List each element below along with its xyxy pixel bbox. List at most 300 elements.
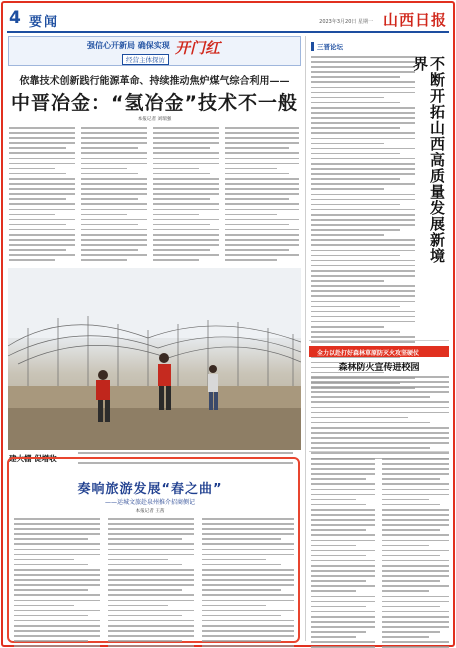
text-line	[14, 605, 74, 607]
text-line	[14, 574, 100, 576]
text-line	[225, 239, 299, 241]
text-line	[311, 611, 375, 613]
text-line	[9, 224, 66, 226]
greenhouse-photo	[8, 268, 301, 450]
text-line	[225, 137, 299, 139]
column-divider	[305, 36, 306, 641]
text-line	[153, 188, 219, 190]
text-line	[311, 447, 430, 449]
text-line	[9, 254, 75, 256]
fire-prevention-band	[309, 346, 449, 357]
fire-prevention-body	[311, 376, 449, 463]
text-line	[311, 260, 415, 262]
text-line	[108, 569, 194, 571]
text-line	[14, 635, 100, 637]
text-line	[311, 183, 415, 185]
text-line	[382, 611, 449, 613]
text-line	[81, 214, 127, 216]
text-line	[311, 306, 400, 308]
text-line	[225, 214, 277, 216]
text-line	[9, 158, 75, 160]
right-bottom-col-1	[311, 458, 375, 648]
text-line	[108, 610, 194, 612]
text-line	[311, 555, 366, 557]
text-line	[382, 514, 449, 516]
text-line	[9, 163, 75, 165]
text-line	[225, 244, 299, 246]
text-line	[14, 645, 100, 647]
text-line	[153, 229, 219, 231]
text-line	[225, 173, 289, 175]
text-line	[311, 458, 375, 460]
text-line	[225, 203, 299, 205]
text-line	[202, 589, 281, 591]
text-line	[81, 229, 147, 231]
text-line	[311, 641, 375, 643]
text-line	[382, 519, 449, 521]
text-line	[382, 560, 449, 562]
text-line	[153, 158, 219, 160]
text-line	[202, 584, 294, 586]
text-line	[202, 518, 294, 520]
page-number: 4	[9, 8, 21, 28]
text-line	[382, 621, 449, 623]
fire-prevention-title: 森林防火宣传进校园	[338, 363, 420, 373]
text-line	[108, 579, 194, 581]
text-line	[81, 249, 138, 251]
text-line	[382, 590, 429, 592]
text-line	[311, 590, 356, 592]
text-line	[382, 636, 429, 638]
text-line	[311, 396, 430, 398]
section-divider	[309, 340, 449, 341]
text-line	[311, 341, 415, 343]
text-line	[81, 219, 147, 221]
text-line	[9, 188, 75, 190]
text-line	[311, 97, 384, 99]
text-line	[225, 158, 299, 160]
text-line	[382, 509, 449, 511]
text-line	[202, 549, 294, 551]
text-line	[311, 301, 415, 303]
text-line	[311, 168, 415, 170]
text-line	[311, 427, 449, 429]
text-line	[311, 158, 415, 160]
lead-body-col-4	[225, 127, 299, 265]
text-line	[311, 489, 375, 491]
text-line	[382, 499, 429, 501]
text-line	[202, 559, 266, 561]
text-line	[9, 147, 66, 149]
text-line	[311, 107, 415, 109]
text-line	[108, 554, 194, 556]
text-line	[311, 178, 400, 180]
text-line	[225, 198, 289, 200]
text-line	[153, 234, 219, 236]
text-line	[202, 528, 294, 530]
text-line	[311, 199, 415, 201]
text-line	[311, 540, 375, 542]
text-line	[382, 626, 449, 628]
text-line	[108, 518, 194, 520]
text-line	[311, 336, 415, 338]
text-line	[153, 214, 199, 216]
text-line	[108, 584, 194, 586]
lead-kicker: 依靠技术创新践行能源革命、持续推动焦炉煤气综合利用——	[19, 76, 290, 87]
text-line	[14, 569, 100, 571]
text-line	[14, 610, 100, 612]
text-line	[225, 259, 277, 261]
text-line	[108, 635, 194, 637]
text-line	[311, 92, 415, 94]
tourism-headline: 奏响旅游发展“春之曲”	[77, 482, 223, 497]
text-line	[382, 631, 440, 633]
text-line	[311, 229, 400, 231]
text-line	[311, 483, 375, 485]
text-line	[14, 620, 100, 622]
text-line	[202, 543, 294, 545]
text-line	[311, 280, 384, 282]
text-line	[311, 381, 449, 383]
text-line	[311, 432, 449, 434]
text-line	[108, 589, 182, 591]
text-line	[311, 437, 449, 439]
text-line	[311, 127, 400, 129]
text-line	[9, 234, 75, 236]
text-line	[382, 565, 449, 567]
text-line	[225, 163, 299, 165]
text-line	[311, 209, 415, 211]
text-line	[311, 534, 375, 536]
text-line	[9, 142, 75, 144]
text-line	[225, 147, 289, 149]
lead-body-col-2	[81, 127, 147, 265]
text-line	[202, 610, 294, 612]
text-line	[9, 259, 55, 261]
text-line	[311, 66, 415, 68]
text-line	[14, 640, 88, 642]
tourism-byline: 本报记者 王茜	[135, 509, 165, 514]
text-line	[202, 574, 294, 576]
text-line	[311, 626, 375, 628]
text-line	[14, 523, 100, 525]
text-line	[382, 606, 440, 608]
text-line	[382, 463, 449, 465]
text-line	[14, 589, 88, 591]
text-line	[81, 254, 147, 256]
text-line	[108, 564, 182, 566]
text-line	[153, 152, 219, 154]
text-line	[153, 259, 199, 261]
text-line	[108, 549, 194, 551]
text-line	[311, 117, 415, 119]
text-line	[108, 538, 182, 540]
text-line	[382, 478, 440, 480]
text-line	[14, 543, 100, 545]
text-line	[382, 529, 440, 531]
text-line	[311, 452, 449, 454]
text-line	[14, 600, 100, 602]
banner-brand: 开门红	[175, 39, 221, 57]
text-line	[382, 540, 449, 542]
text-line	[225, 193, 299, 195]
text-line	[311, 219, 415, 221]
text-line	[202, 605, 266, 607]
text-line	[153, 178, 219, 180]
text-line	[225, 152, 299, 154]
text-line	[382, 483, 449, 485]
text-line	[9, 219, 75, 221]
text-line	[81, 173, 138, 175]
text-line	[311, 601, 375, 603]
text-line	[108, 528, 194, 530]
text-line	[225, 178, 299, 180]
text-line	[81, 132, 147, 134]
text-line	[225, 209, 299, 211]
text-line	[81, 183, 147, 185]
text-line	[311, 550, 375, 552]
text-line	[202, 630, 294, 632]
tourism-subtitle: ——运城文旅赴泉州推介招商侧记	[104, 499, 195, 506]
section-name: 要闻	[29, 15, 60, 30]
text-line	[225, 168, 277, 170]
text-line	[9, 183, 75, 185]
text-line	[311, 529, 366, 531]
text-line	[202, 635, 294, 637]
text-line	[81, 209, 147, 211]
text-line	[202, 600, 294, 602]
text-line	[225, 249, 289, 251]
text-line	[382, 641, 449, 643]
text-line	[14, 594, 100, 596]
text-line	[153, 198, 210, 200]
text-line	[81, 259, 127, 261]
text-line	[14, 559, 74, 561]
text-line	[81, 224, 138, 226]
text-line	[311, 56, 415, 58]
tourism-body-col-1	[14, 518, 100, 648]
text-line	[311, 585, 375, 587]
text-line	[311, 148, 415, 150]
text-line	[311, 61, 415, 63]
text-line	[81, 163, 147, 165]
text-line	[9, 203, 75, 205]
text-line	[108, 543, 194, 545]
text-line	[14, 554, 100, 556]
text-line	[14, 584, 100, 586]
text-line	[311, 560, 375, 562]
text-line	[108, 559, 168, 561]
fire-prevention-band-label: 全力以赴打好森林草原防灭火攻坚硬仗	[317, 349, 420, 357]
text-line	[311, 311, 415, 313]
text-line	[311, 275, 415, 277]
text-line	[311, 321, 415, 323]
text-line	[202, 564, 281, 566]
text-line	[225, 132, 299, 134]
text-line	[78, 452, 293, 454]
text-line	[9, 249, 66, 251]
text-line	[382, 504, 440, 506]
text-line	[311, 132, 415, 134]
text-line	[81, 158, 147, 160]
text-line	[153, 137, 219, 139]
text-line	[153, 219, 219, 221]
text-line	[202, 538, 281, 540]
text-line	[81, 198, 138, 200]
text-line	[153, 244, 219, 246]
text-line	[311, 519, 375, 521]
text-line	[382, 555, 440, 557]
text-line	[382, 473, 449, 475]
lead-body-col-1	[9, 127, 75, 265]
text-line	[311, 417, 408, 419]
text-line	[108, 615, 182, 617]
section-divider-2	[309, 451, 449, 452]
text-line	[14, 625, 100, 627]
text-line	[108, 574, 194, 576]
text-line	[81, 188, 147, 190]
text-line	[311, 509, 375, 511]
text-line	[202, 569, 294, 571]
text-line	[225, 254, 299, 256]
text-line	[9, 173, 66, 175]
text-line	[9, 137, 75, 139]
text-line	[81, 147, 138, 149]
text-line	[225, 127, 299, 129]
text-line	[311, 621, 375, 623]
text-line	[202, 645, 294, 647]
text-line	[9, 152, 75, 154]
text-line	[311, 224, 415, 226]
text-line	[108, 630, 194, 632]
text-line	[153, 132, 219, 134]
text-line	[153, 249, 210, 251]
text-line	[108, 605, 168, 607]
commentary-title: 不断开拓山西高质量发展新境界	[411, 56, 446, 264]
text-line	[311, 616, 375, 618]
text-line	[81, 152, 147, 154]
text-line	[311, 514, 375, 516]
text-line	[311, 138, 415, 140]
text-line	[311, 442, 449, 444]
text-line	[311, 285, 415, 287]
text-line	[382, 545, 429, 547]
text-line	[311, 214, 415, 216]
text-line	[382, 458, 449, 460]
text-line	[153, 209, 219, 211]
text-line	[9, 214, 55, 216]
newspaper-logo: 山西日报	[382, 11, 447, 29]
text-line	[311, 570, 375, 572]
text-line	[311, 316, 415, 318]
banner-subtitle: 经营主体探访	[122, 54, 169, 65]
text-line	[311, 386, 449, 388]
text-line	[382, 524, 449, 526]
text-line	[311, 565, 375, 567]
lead-body-col-3	[153, 127, 219, 265]
greenhouse-scene	[8, 268, 301, 450]
text-line	[311, 376, 449, 378]
text-line	[311, 112, 415, 114]
text-line	[311, 631, 366, 633]
issue-date: 2023年3月20日 星期一	[319, 19, 373, 25]
text-line	[311, 494, 375, 496]
text-line	[311, 290, 415, 292]
text-line	[14, 538, 88, 540]
text-line	[14, 533, 100, 535]
text-line	[311, 143, 384, 145]
commentary-tag: 三晋论坛	[311, 42, 343, 51]
text-line	[311, 606, 366, 608]
text-line	[311, 295, 415, 297]
right-bottom-col-2	[382, 458, 449, 648]
text-line	[108, 625, 194, 627]
text-line	[311, 188, 384, 190]
text-line	[14, 615, 88, 617]
text-line	[153, 239, 219, 241]
text-line	[311, 71, 415, 73]
text-line	[311, 473, 375, 475]
text-line	[108, 640, 182, 642]
text-line	[382, 596, 449, 598]
text-line	[153, 173, 210, 175]
text-line	[9, 132, 75, 134]
text-line	[311, 580, 366, 582]
text-line	[311, 412, 449, 414]
text-line	[382, 601, 449, 603]
text-line	[153, 147, 210, 149]
text-line	[153, 163, 219, 165]
text-line	[202, 615, 281, 617]
text-line	[382, 489, 449, 491]
text-line	[9, 178, 75, 180]
text-line	[108, 533, 194, 535]
text-line	[382, 580, 440, 582]
text-line	[81, 127, 147, 129]
text-line	[153, 254, 219, 256]
text-line	[202, 620, 294, 622]
tourism-body-col-2	[108, 518, 194, 648]
text-line	[14, 528, 100, 530]
text-line	[202, 640, 281, 642]
text-line	[9, 244, 75, 246]
text-line	[311, 463, 375, 465]
text-line	[225, 224, 289, 226]
text-line	[311, 153, 400, 155]
text-line	[202, 579, 294, 581]
text-line	[311, 391, 449, 393]
text-line	[81, 239, 147, 241]
text-line	[311, 76, 400, 78]
lead-headline: 中晋冶金：“氢冶金”技术不一般	[11, 92, 298, 114]
text-line	[311, 81, 415, 83]
text-line	[153, 127, 219, 129]
text-line	[108, 645, 194, 647]
text-line	[382, 534, 449, 536]
text-line	[153, 168, 199, 170]
text-line	[14, 630, 100, 632]
text-line	[81, 203, 147, 205]
text-line	[108, 594, 194, 596]
text-line	[202, 523, 294, 525]
text-line	[311, 524, 375, 526]
text-line	[81, 178, 147, 180]
text-line	[311, 270, 415, 272]
text-line	[153, 142, 219, 144]
text-line	[382, 585, 449, 587]
masthead	[7, 6, 449, 32]
text-line	[311, 326, 384, 328]
